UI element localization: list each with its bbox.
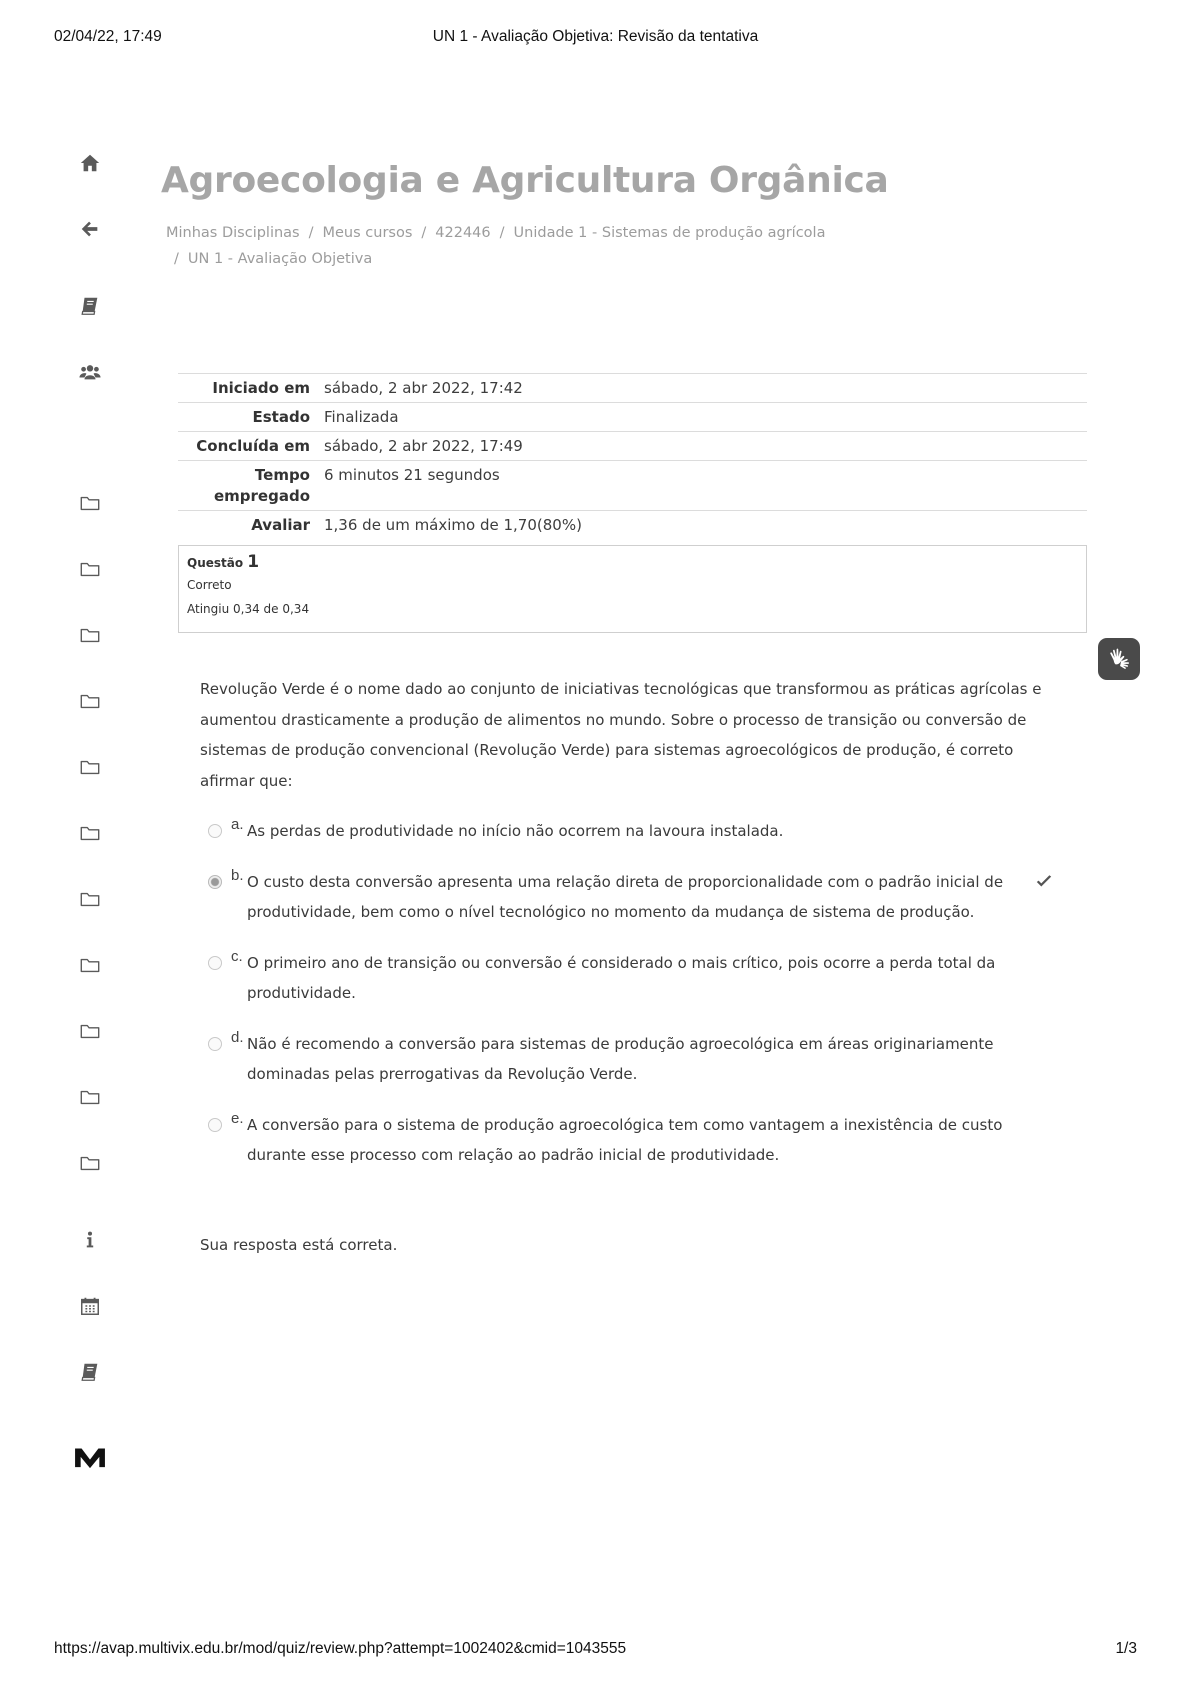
question-state: Correto [187,578,232,592]
print-url: https://avap.multivix.edu.br/mod/quiz/review.php?attempt=1002402&cmid=1043555 [54,1640,627,1657]
summary-label-line: empregado [213,487,310,505]
logo-m-icon[interactable] [72,1440,108,1470]
summary-label: Concluída em [196,437,310,455]
answer-option-e[interactable] [208,1110,1088,1171]
summary-label: Iniciado em [212,379,310,397]
summary-value: 6 minutos 21 segundos [324,466,500,484]
summary-row-grade [178,511,1087,539]
question-number [187,552,1078,572]
answer-letter: c. [231,947,243,965]
answer-text: A conversão para o sistema de produção agroecológica tem como vantagem a inexistência de custo durante esse processo com relação ao padrão inicial de produtividade. [247,1115,1003,1164]
info-icon[interactable] [77,1227,103,1253]
answer-radio[interactable] [208,1037,222,1051]
breadcrumb-unit[interactable]: Unidade 1 - Sistemas de produção agrícola [513,225,826,241]
breadcrumb-separator: / [174,251,179,267]
folder-icon[interactable] [77,754,103,780]
correct-check-icon [1035,873,1053,891]
folder-icon[interactable] [77,1018,103,1044]
folder-icon[interactable] [77,556,103,582]
folder-icon[interactable] [77,952,103,978]
print-page-number: 1/3 [1115,1640,1137,1657]
answer-option-a[interactable] [208,816,1088,847]
answer-text: O primeiro ano de transição ou conversão é considerado o mais crítico, pois ocorre a perda total da produtividade. [247,953,996,1002]
question-text: Revolução Verde é o nome dado ao conjunto de iniciativas tecnológicas que transformou as práticas agrícolas e aumentou drasticamente a produção de alimentos no mundo. Sobre o processo de transição ou conversão de sistemas de produção convencional (Revolução Verde) para sistemas agroecológicos de produção, é correto afirmar que: [200,680,1042,790]
breadcrumb-course-code[interactable]: 422446 [435,225,491,241]
folder-icon[interactable] [77,490,103,516]
folder-icon[interactable] [77,1084,103,1110]
back-arrow-icon[interactable] [77,216,103,242]
accessibility-button[interactable] [1098,638,1140,680]
summary-label [178,465,324,507]
summary-label-line: Tempo [254,466,310,484]
print-header [54,28,1137,52]
question-grade: Atingiu 0,34 de 0,34 [187,602,310,616]
answer-feedback: Sua resposta está correta. [200,1236,398,1254]
question-label: Questão [187,556,244,570]
summary-label: Estado [252,408,310,426]
answer-letter: b. [231,866,244,884]
page-title: Agroecologia e Agricultura Orgânica [161,160,889,201]
answer-option-b[interactable] [208,867,1088,928]
answer-letter: e. [231,1109,244,1127]
breadcrumb-minhas-disciplinas[interactable]: Minhas Disciplinas [166,225,300,241]
folder-icon[interactable] [77,622,103,648]
summary-row-state [178,403,1087,432]
breadcrumb-separator: / [499,225,505,241]
question-info-box [178,545,1087,633]
attempt-summary-table [178,373,1087,539]
summary-row-started [178,374,1087,403]
home-icon[interactable] [77,150,103,176]
answer-list [208,816,1088,1191]
print-footer [54,1640,1137,1664]
answer-radio[interactable] [208,1118,222,1132]
breadcrumb-separator: / [308,225,314,241]
answer-option-c[interactable] [208,948,1088,1009]
answer-letter: a. [231,816,244,833]
print-document-title: UN 1 - Avaliação Objetiva: Revisão da tentativa [432,28,759,45]
folder-icon[interactable] [77,886,103,912]
book-icon[interactable] [77,293,103,319]
print-date: 02/04/22, 17:49 [54,28,162,45]
breadcrumb-meus-cursos[interactable]: Meus cursos [322,225,413,241]
summary-value: sábado, 2 abr 2022, 17:49 [324,437,523,455]
answer-radio-selected[interactable] [208,875,222,889]
answer-radio[interactable] [208,956,222,970]
folder-icon[interactable] [77,820,103,846]
answer-letter: d. [231,1028,244,1046]
summary-label: Avaliar [251,516,310,534]
answer-text: O custo desta conversão apresenta uma relação direta de proporcionalidade com o padrão inicial de produtividade, bem como o nível tecnológico no momento da mudança de sistema de produção. [247,872,1004,921]
answer-option-d[interactable] [208,1029,1088,1090]
sign-language-icon [1106,646,1132,672]
answer-text: Não é recomendo a conversão para sistemas de produção agroecológica em áreas originariamente dominadas pelas prerrogativas da Revolução Verde. [247,1034,994,1083]
summary-value: sábado, 2 abr 2022, 17:42 [324,379,523,397]
answer-radio[interactable] [208,824,222,838]
summary-row-completed [178,432,1087,461]
summary-row-time [178,461,1087,511]
calendar-icon[interactable] [77,1293,103,1319]
book-icon[interactable] [77,1359,103,1385]
sidebar [60,150,120,1640]
question-number-value: 1 [247,552,260,572]
folder-icon[interactable] [77,688,103,714]
breadcrumb-quiz[interactable]: UN 1 - Avaliação Objetiva [187,251,373,267]
breadcrumb-separator: / [421,225,427,241]
summary-value: Finalizada [324,408,399,426]
folder-icon[interactable] [77,1150,103,1176]
breadcrumb [166,220,886,272]
summary-value: 1,36 de um máximo de 1,70(80%) [324,516,582,534]
answer-text: As perdas de produtividade no início não ocorrem na lavoura instalada. [247,822,784,840]
users-icon[interactable] [77,359,103,385]
